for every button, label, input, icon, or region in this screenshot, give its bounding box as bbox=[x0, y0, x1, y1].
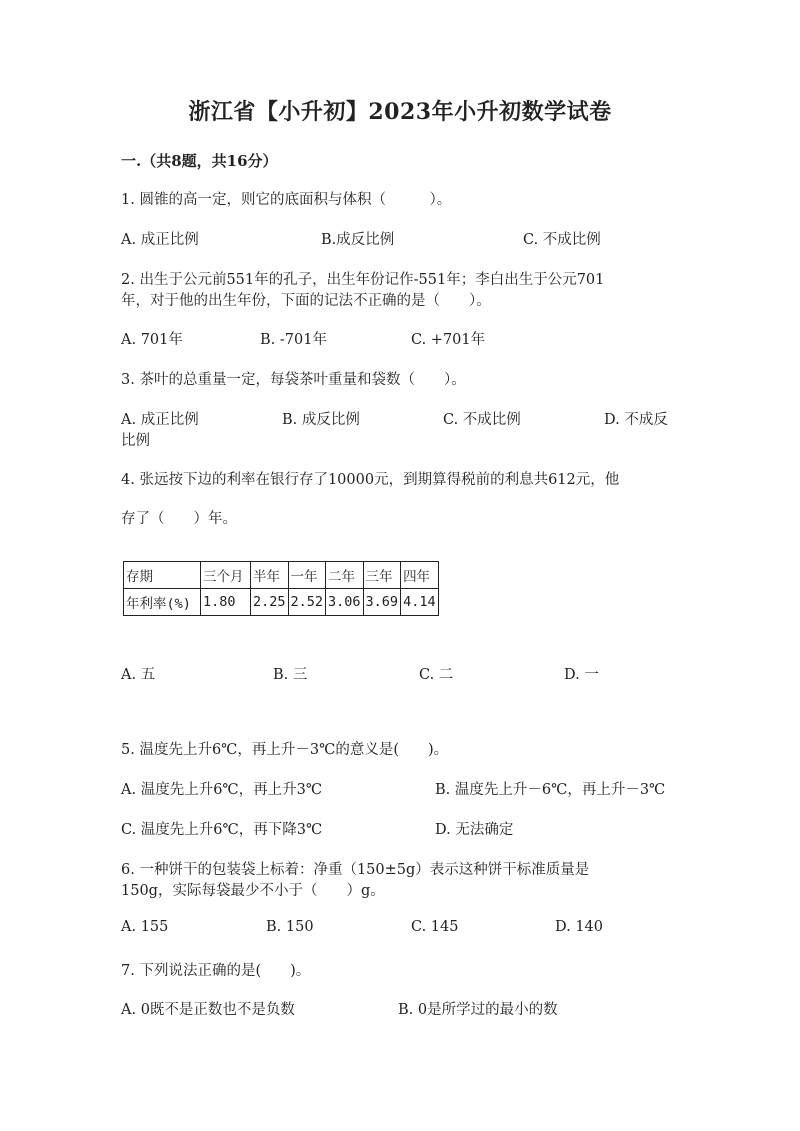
question-4-stem-line-1: 4. 张远按下边的利率在银行存了10000元，到期算得税前的利息共612元，他 bbox=[121, 472, 620, 488]
question-1-option-b: B.成反比例 bbox=[321, 232, 395, 248]
question-1-option-a: A. 成正比例 bbox=[121, 232, 199, 248]
table-row bbox=[124, 562, 439, 589]
question-6-option-b: B. 150 bbox=[266, 919, 314, 935]
question-4-option-c: C. 二 bbox=[419, 667, 454, 683]
question-7-option-b: B. 0是所学过的最小的数 bbox=[398, 1002, 558, 1018]
question-6-option-a: A. 155 bbox=[121, 919, 169, 935]
table-header-cell: 三个月 bbox=[201, 562, 251, 589]
table-row bbox=[124, 589, 439, 616]
question-4-stem-line-2: 存了（ ）年。 bbox=[121, 511, 237, 527]
question-3-option-d: D. 不成反 bbox=[604, 412, 668, 428]
table-header-cell: 四年 bbox=[401, 562, 439, 589]
question-2-option-b: B. -701年 bbox=[260, 332, 327, 348]
table-cell: 4.14 bbox=[401, 589, 439, 616]
question-6-stem-line-2: 150g，实际每袋最少不小于（ ）g。 bbox=[121, 883, 385, 899]
question-7-option-a: A. 0既不是正数也不是负数 bbox=[121, 1002, 295, 1018]
question-4-option-d: D. 一 bbox=[564, 667, 599, 683]
question-1-stem: 1. 圆锥的高一定，则它的底面积与体积（ ）。 bbox=[121, 192, 452, 208]
table-cell: 2.52 bbox=[288, 589, 326, 616]
question-3-stem: 3. 茶叶的总重量一定，每袋茶叶重量和袋数（ ）。 bbox=[121, 372, 466, 388]
question-5-stem: 5. 温度先上升6℃，再上升－3℃的意义是( )。 bbox=[121, 742, 449, 758]
question-6-option-c: C. 145 bbox=[411, 919, 459, 935]
interest-rate-table bbox=[123, 561, 439, 616]
table-cell: 1.80 bbox=[201, 589, 251, 616]
question-3-option-a: A. 成正比例 bbox=[121, 412, 199, 428]
question-3-option-d-wrap: 比例 bbox=[121, 433, 150, 449]
question-2-option-c: C. +701年 bbox=[411, 332, 486, 348]
table-header-cell: 半年 bbox=[251, 562, 289, 589]
table-cell: 2.25 bbox=[251, 589, 289, 616]
question-3-option-b: B. 成反比例 bbox=[282, 412, 360, 428]
question-4-option-b: B. 三 bbox=[273, 667, 308, 683]
question-5-option-a: A. 温度先上升6℃，再上升3℃ bbox=[121, 782, 323, 798]
question-4-option-a: A. 五 bbox=[121, 667, 156, 683]
table-cell: 年利率(%) bbox=[124, 589, 201, 616]
question-6-option-d: D. 140 bbox=[555, 919, 604, 935]
question-1-option-c: C. 不成比例 bbox=[523, 232, 601, 248]
section-heading: 一.（共8题，共16分） bbox=[121, 152, 278, 170]
question-3-option-c: C. 不成比例 bbox=[443, 412, 521, 428]
table-header-cell: 三年 bbox=[363, 562, 401, 589]
table-header-cell: 一年 bbox=[288, 562, 326, 589]
question-2-option-a: A. 701年 bbox=[121, 332, 183, 348]
question-5-option-d: D. 无法确定 bbox=[435, 822, 514, 838]
question-6-stem-line-1: 6. 一种饼干的包装袋上标着：净重（150±5g）表示这种饼干标准质量是 bbox=[121, 862, 590, 878]
question-2-stem-line-2: 年，对于他的出生年份，下面的记法不正确的是（ ）。 bbox=[121, 293, 491, 309]
page-title: 浙江省【小升初】2023年小升初数学试卷 bbox=[188, 99, 612, 125]
table-header-cell: 存期 bbox=[124, 562, 201, 589]
table-cell: 3.69 bbox=[363, 589, 401, 616]
question-2-stem-line-1: 2. 出生于公元前551年的孔子，出生年份记作-551年；李白出生于公元701 bbox=[121, 272, 605, 288]
question-5-option-b: B. 温度先上升－6℃，再上升－3℃ bbox=[435, 782, 666, 798]
question-7-stem: 7. 下列说法正确的是( )。 bbox=[121, 963, 311, 979]
table-header-cell: 二年 bbox=[326, 562, 364, 589]
table-cell: 3.06 bbox=[326, 589, 364, 616]
question-5-option-c: C. 温度先上升6℃，再下降3℃ bbox=[121, 822, 323, 838]
